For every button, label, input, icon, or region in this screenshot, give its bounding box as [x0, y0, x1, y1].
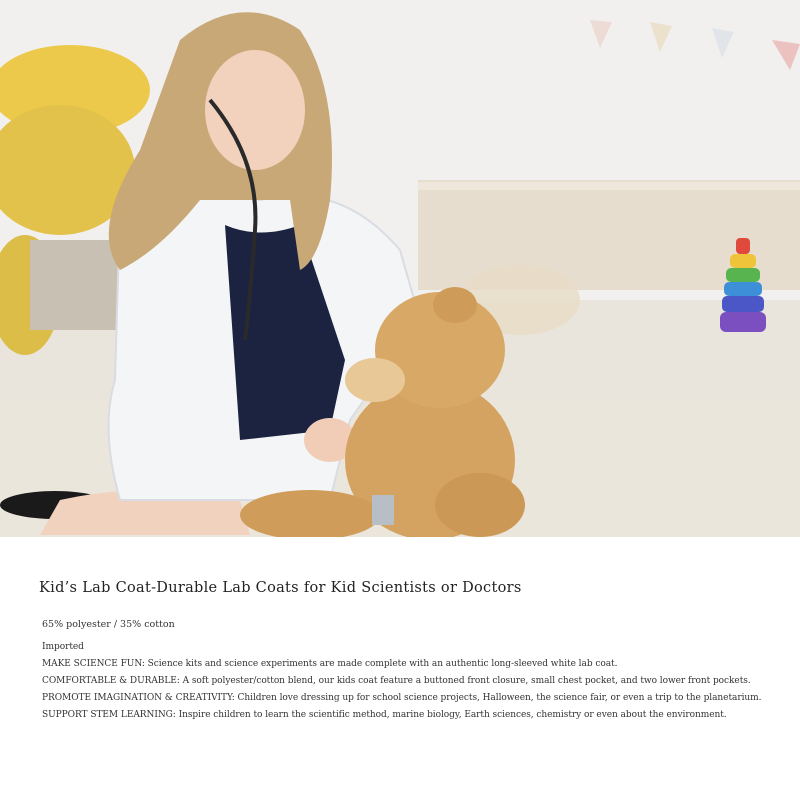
feature-item: Imported	[42, 642, 84, 652]
product-title: Kid’s Lab Coat-Durable Lab Coats for Kid Scientists or Doctors	[39, 580, 522, 596]
fabric-composition: 65% polyester / 35% cotton	[42, 619, 175, 630]
feature-item: PROMOTE IMAGINATION & CREATIVITY: Children love dressing up for school science projects, Halloween, the science fair, or even a trip to the planetarium.	[42, 693, 762, 703]
product-details	[0, 537, 800, 800]
feature-item: COMFORTABLE & DURABLE: A soft polyester/cotton blend, our kids coat feature a buttoned front closure, small chest pocket, and two lower front pockets.	[42, 676, 751, 686]
feature-list	[42, 639, 761, 724]
feature-item: MAKE SCIENCE FUN: Science kits and science experiments are made complete with an authentic long-sleeved white lab coat.	[42, 659, 618, 669]
feature-item: SUPPORT STEM LEARNING: Inspire children to learn the scientific method, marine biology, Earth sciences, chemistry or even about the environment.	[42, 710, 727, 720]
